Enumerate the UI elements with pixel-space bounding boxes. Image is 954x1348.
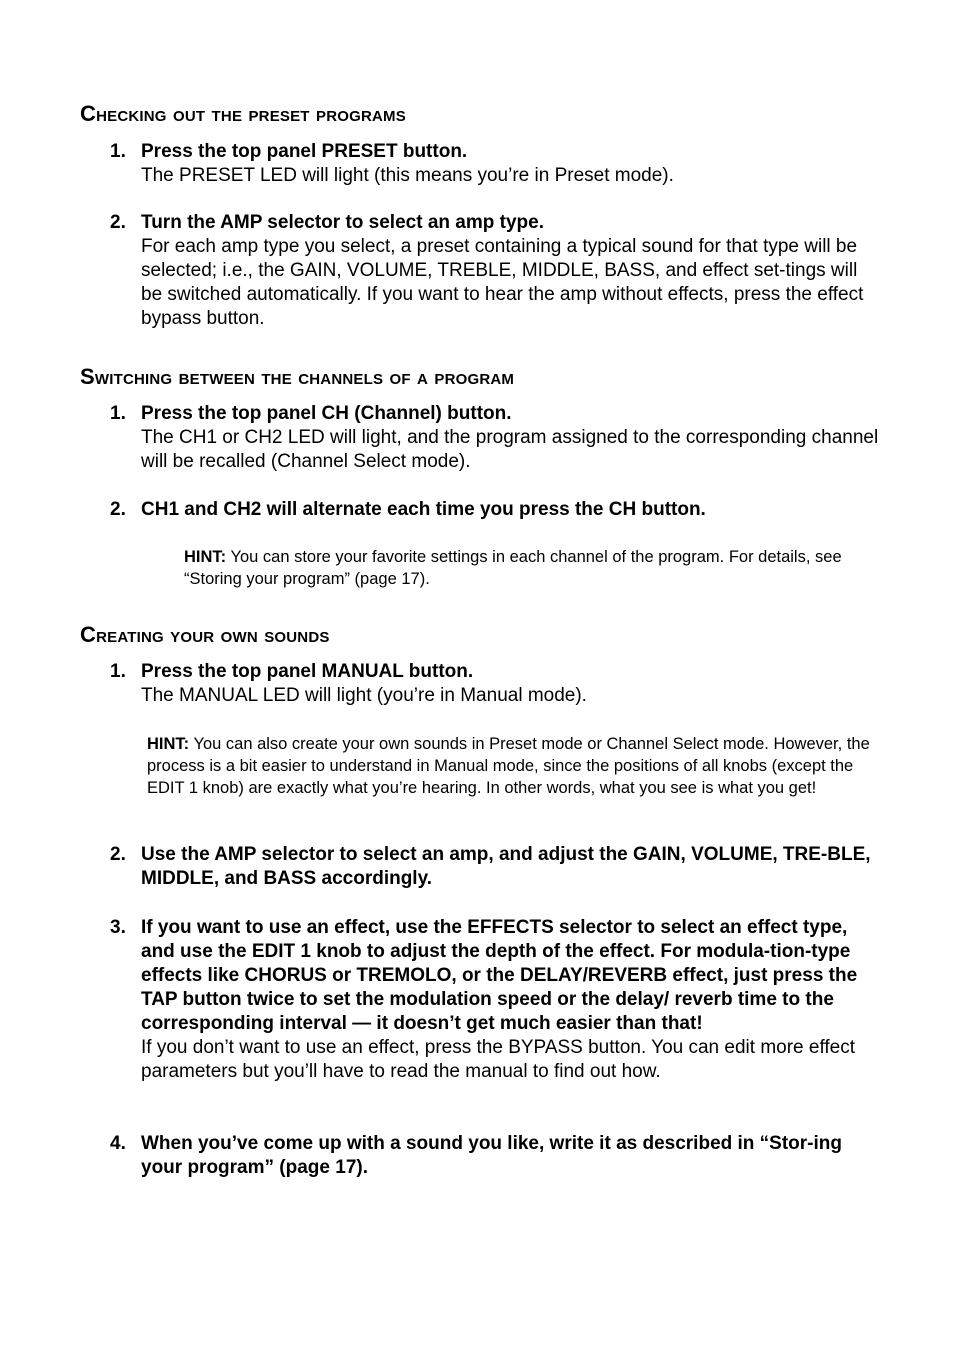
step-2-ch-alternate [110, 498, 880, 522]
step-2-amp-adjust [110, 843, 880, 891]
step-number: 4. [110, 1133, 126, 1154]
step-2-amp-selector [110, 211, 880, 331]
step-instruction: When you’ve come up with a sound you like, write it as described in “Stor-ing your program” (page 17). [141, 1133, 842, 1178]
step-instruction: Use the AMP selector to select an amp, and adjust the GAIN, VOLUME, TRE-BLE, MIDDLE, and BASS accordingly. [141, 844, 871, 889]
section-heading-preset-programs: Checking out the preset programs [80, 101, 406, 126]
step-instruction: Press the top panel CH (Channel) button. [141, 403, 512, 424]
step-description: The MANUAL LED will light (you’re in Manual mode). [141, 685, 587, 706]
hint-text: You can also create your own sounds in Preset mode or Channel Select mode. However, the process is a bit easier to understand in Manual mode, since the positions of all knobs (except the EDIT 1 knob) are exactly what you’re hearing. In other words, what you see is what you get! [147, 735, 870, 797]
step-description: The CH1 or CH2 LED will light, and the program assigned to the corresponding channel will be recalled (Channel Select mode). [141, 427, 879, 472]
hint-label: HINT: [184, 548, 227, 566]
section-heading-creating-sounds: Creating your own sounds [80, 622, 330, 647]
step-number: 1. [110, 141, 126, 162]
step-number: 2. [110, 212, 126, 233]
section-heading-switching-channels: Switching between the channels of a program [80, 364, 515, 389]
hint-manual-mode [147, 733, 879, 799]
step-instruction: CH1 and CH2 will alternate each time you press the CH button. [141, 499, 706, 520]
step-number: 1. [110, 661, 126, 682]
step-number: 1. [110, 403, 126, 424]
step-description: The PRESET LED will light (this means you’re in Preset mode). [141, 165, 674, 186]
step-instruction: If you want to use an effect, use the EFFECTS selector to select an effect type, and use the EDIT 1 knob to adjust the depth of the effect. For modula-tion-type effects like CHORUS or TREMOLO, or the DELAY/REVERB effect, just press the TAP button twice to set the modulation speed or the delay/ reverb time to the corresponding interval — it doesn’t get much easier than that! [141, 917, 858, 1034]
hint-label: HINT: [147, 735, 190, 753]
step-instruction: Press the top panel PRESET button. [141, 141, 468, 162]
step-number: 2. [110, 499, 126, 520]
step-instruction: Press the top panel MANUAL button. [141, 661, 474, 682]
step-1-preset-button [110, 140, 880, 188]
step-4-write-sound [110, 1132, 880, 1180]
step-1-manual-button [110, 660, 880, 708]
step-1-ch-button [110, 402, 880, 474]
step-instruction: Turn the AMP selector to select an amp type. [141, 212, 544, 233]
step-description: If you don’t want to use an effect, press the BYPASS button. You can edit more effect parameters but you’ll have to read the manual to find out how. [141, 1037, 856, 1082]
hint-text: You can store your favorite settings in each channel of the program. For details, see “Storing your program” (page 17). [184, 548, 842, 588]
hint-store-settings [184, 546, 879, 590]
step-number: 3. [110, 917, 126, 938]
step-3-effects [110, 916, 880, 1084]
step-number: 2. [110, 844, 126, 865]
step-description: For each amp type you select, a preset containing a typical sound for that type will be selected; i.e., the GAIN, VOLUME, TREBLE, MIDDLE, BASS, and effect set-tings will be switched automatically. If you want to hear the amp without effects, press the effect bypass button. [141, 236, 864, 329]
